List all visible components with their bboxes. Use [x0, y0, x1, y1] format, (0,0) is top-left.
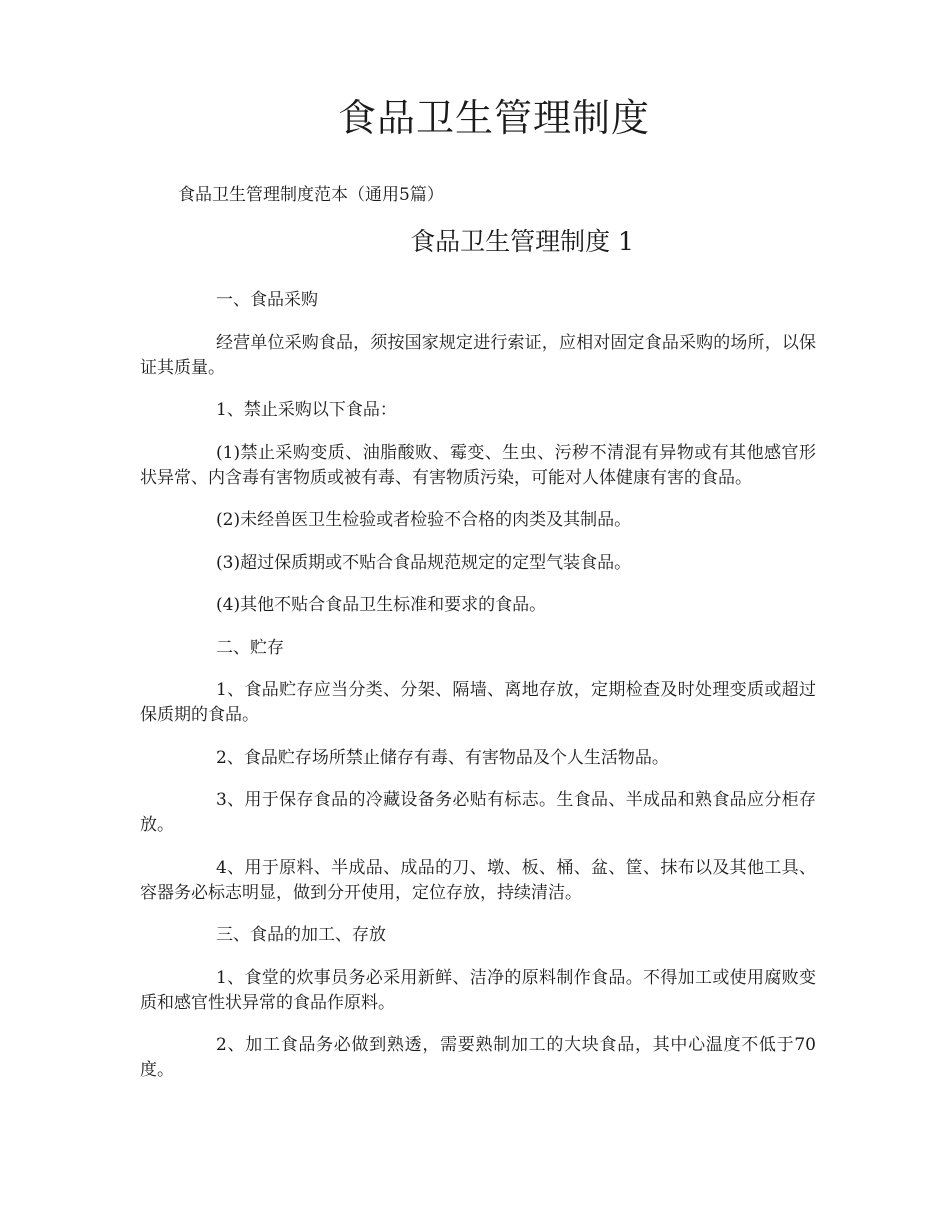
heading-storage: 二、贮存: [216, 637, 284, 658]
paragraph: 4、用于原料、半成品、成品的刀、墩、板、桶、盆、筐、抹布以及其他工具、容器务必标志明显，做到分开使用，定位存放，持续清洁。: [140, 857, 816, 903]
document-body: [140, 288, 816, 1101]
paragraph: 经营单位采购食品，须按国家规定进行索证，应相对固定食品采购的场所，以保证其质量。: [140, 332, 816, 378]
paragraph: 3、用于保存食品的冷藏设备务必贴有标志。生食品、半成品和熟食品应分柜存放。: [140, 790, 816, 835]
paragraph: 1、食堂的炊事员务必采用新鲜、洁净的原料制作食品。不得加工或使用腐败变质和感官性状异常的食品作原料。: [140, 967, 816, 1013]
paragraph: 1、食品贮存应当分类、分架、隔墙、离地存放，定期检查及时处理变质或超过保质期的食品。: [140, 680, 816, 725]
document-subtitle: 食品卫生管理制度范本（通用5篇）: [178, 185, 444, 205]
document-title: 食品卫生管理制度: [337, 96, 650, 140]
paragraph: (3)超过保质期或不贴合食品规范规定的定型气装食品。: [216, 552, 632, 573]
paragraph: (1)禁止采购变质、油脂酸败、霉变、生虫、污秽不清混有异物或有其他感官形状异常、内含毒有害物质或被有毒、有害物质污染，可能对人体健康有害的食品。: [140, 442, 816, 488]
paragraph: (2)未经兽医卫生检验或者检验不合格的肉类及其制品。: [216, 510, 632, 530]
paragraph: 2、食品贮存场所禁止储存有毒、有害物品及个人生活物品。: [216, 747, 669, 768]
section-title: 食品卫生管理制度 1: [410, 227, 634, 256]
paragraph: (4)其他不贴合食品卫生标准和要求的食品。: [216, 595, 547, 615]
paragraph: 2、加工食品务必做到熟透，需要熟制加工的大块食品，其中心温度不低于70度。: [140, 1035, 816, 1080]
heading-food-purchase: 一、食品采购: [216, 290, 318, 310]
heading-processing-storage: 三、食品的加工、存放: [216, 925, 386, 945]
paragraph: 1、禁止采购以下食品：: [216, 400, 397, 420]
